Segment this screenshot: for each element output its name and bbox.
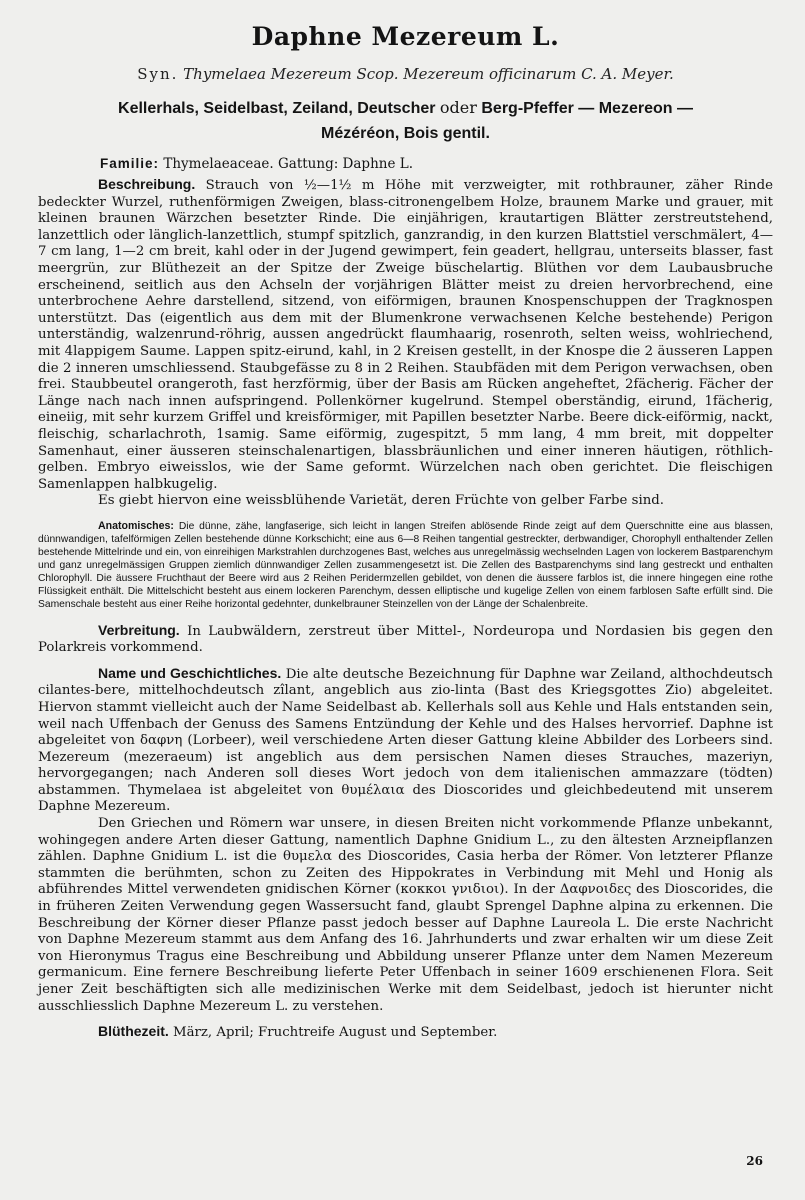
name-paragraph-1: Die alte deutsche Bezeichnung für Daphne war Zeiland, althochdeutsch cilantes-bere, mittelhochdeutsch zîlant, angeblich aus zio-linta (Bast des Kriegsgottes Zio) abgeleitet. Hiervon stammt vielleicht auch der Name Seidelbast ab. Kellerhals soll aus Kehle und Hals entstanden sein, weil nach Uffenbach der Genuss des Samens Entzündung der Kehle und des Halses hervorrief. Daphne ist abgeleitet von δαφνη (Lorbeer), weil verschiedene Arten dieser Gattung kleine Abbilder des Lorbeers sind. Mezereum (mezeraeum) ist angeblich aus dem persischen Namen dieses Strauches, mazeriyn, hervorgegangen; nach Anderen soll dieses Wort jedoch von dem italienischen ammazzare (tödten) abstammen. Thymelaea ist abgeleitet von θυμέλαια des Dioscorides und gleichbedeutend mit unserem Daphne Mezereum. xyxy=(38,666,773,815)
common-names-oder: oder xyxy=(439,98,477,117)
page-number: 26 xyxy=(746,1154,763,1168)
familie-value: Thymelaeaceae. Gattung: Daphne L. xyxy=(163,156,413,172)
verbreitung-text: In Laubwäldern, zerstreut über Mittel-, Nordeuropa und Nordasien bis gegen den Polarkreis vorkommend. xyxy=(38,623,774,656)
bluethezeit-text: März, April; Fruchtreife August und September. xyxy=(173,1025,498,1041)
familie-label: Familie: xyxy=(100,156,160,171)
bluethezeit-section xyxy=(38,1023,773,1042)
beschreibung-extra: Es giebt hiervon eine weissblühende Varietät, deren Früchte von gelber Farbe sind. xyxy=(98,493,665,509)
anatomisches-section xyxy=(38,520,773,612)
page-title: Daphne Mezereum L. xyxy=(251,22,560,51)
beschreibung-section xyxy=(38,176,773,510)
beschreibung-text: Strauch von ½—1½ m Höhe mit verzweigter, mit rothbrauner, zäher Rinde bedeckter Wurzel, ruthenförmigen Zweigen, blass-citronengelbem Holze, braunem Marke und grauer, mit kleinen braunen Wärzchen besetzter Rinde. Die einjährigen, krautartigen Blätter zerstreutstehend, lanzettlich oder länglich-lanzettlich, stumpf spitzlich, ganzrandig, in den kurzen Blattstiel verschmälert, 4—7 cm lang, 1—2 cm breit, kahl oder in der Jugend gewimpert, fein geadert, hellgrau, unterseits blasser, fast meergrün, zur Blüthezeit an der Spitze der Zweige büschelartig. Blüthen vor dem Laubausbruche erscheinend, seitlich aus den Achseln der vorjährigen Blätter meist zu dreien hervorbrechend, eine unterbrochene Aehre darstellend, sitzend, von eiförmigen, braunen Knospenschuppen der Tragknospen unterstützt. Das (eigentlich aus dem mit der Blumenkrone verwachsenen Kelche bestehende) Perigon unterständig, walzenrund-röhrig, aussen angedrückt flaumhaarig, rosenroth, selten weiss, wohlriechend, mit 4lappigem Saume. Lappen spitz-eirund, kahl, in 2 Kreisen gestellt, in der Knospe die 2 äusseren Lappen die 2 inneren umschliessend. Staubgefässe zu 8 in 2 Reihen. Staubfäden mit dem Perigon verwachsen, oben frei. Staubbeutel orangeroth, fast herzförmig, über der Basis am Rücken angeheftet, 2fächerig. Fächer der Länge nach nach innen aufspringend. Pollenkörner kugelrund. Stempel oberständig, eirund, 1fächerig, eineiig, mit sehr kurzem Griffel und kreisförmiger, mit Papillen besetzter Narbe. Beere dick-eiförmig, nackt, fleischig, scharlachroth, 1samig. Same eiförmig, zugespitzt, 5 mm lang, 4 mm breit, mit doppelter Samenhaut, einer äusseren steinschalenartigen, blassbräunlichen und einer inneren häutigen, röthlich-gelben. Embryo eiweisslos, wie der Same geformt. Würzelchen nach oben gerichtet. Die fleischigen Samenlappen halbkugelig. xyxy=(38,178,773,492)
synonyms-label: Syn. xyxy=(137,65,179,83)
common-names-part2: Berg-Pfeffer — Mezereon — xyxy=(481,100,693,117)
bluethezeit-heading: Blüthezeit. xyxy=(98,1023,169,1040)
common-names-line2: Mézéréon, Bois gentil. xyxy=(321,125,490,142)
synonyms-text: Thymelaea Mezereum Scop. Mezereum officinarum C. A. Meyer. xyxy=(183,65,674,83)
name-heading: Name und Geschichtliches. xyxy=(98,664,282,681)
anatomisches-text: Die dünne, zähe, langfaserige, sich leicht in langen Streifen ablösende Rinde zeigt auf dem Querschnitte eine aus blassen, dünnwandigen, tafelförmigen Zellen bestehende dünne Korkschicht; eine aus 6—8 Reihen tangential gestreckter, derbwandiger, Chorophyll enthaltender Zellen bestehende Mittelrinde und ein, von einreihigen Markstrahlen durchzogenes Bast, welches aus unregelmässig wechselnden Lagen von lockerem Bastparenchym und ganz unregelmässigen Gruppen ziemlich dünnwandiger Zellen zusammengesetzt ist. Die Zellen des Bastparenchyms sind lang gestreckt und enthalten Chlorophyll. Die äussere Fruchthaut der Beere wird aus 2 Reihen Peridermzellen gebildet, von denen die äussere farblos ist, die innere hingegen eine rothe Flüssigkeit enthält. Die Mittelschicht besteht aus einem lockeren Parenchym, dessen elliptische und kugelige Zellen von einem farblosen Safte erfüllt sind. Die Samenschale besteht aus einer Reihe horizontal gedehnter, dunkelbrauner Steinzellen von der Länge der Schalenbreite. xyxy=(38,520,773,611)
common-names xyxy=(38,95,773,146)
verbreitung-heading: Verbreitung. xyxy=(98,621,180,638)
synonyms-line xyxy=(38,65,773,83)
beschreibung-heading: Beschreibung. xyxy=(98,176,196,192)
verbreitung-section xyxy=(38,622,773,657)
anatomisches-heading: Anatomisches: xyxy=(98,519,174,532)
familie-line xyxy=(100,156,773,172)
name-paragraph-2: Den Griechen und Römern war unsere, in diesen Breiten nicht vorkommende Pflanze unbekannt, wohingegen andere Arten dieser Gattung, namentlich Daphne Gnidium L., zu den ältesten Arzneipflanzen zählen. Daphne Gnidium L. ist die θυμελα des Dioscorides, Casia herba der Römer. Von letzterer Pflanze stammten die berühmten, schon zu Zeiten des Hippokrates in Verbindung mit Mehl und Honig als abführendes Mittel verwendeten gnidischen Körner (κοκκοι γνιδιοι). In der Δαφνοιδες des Dioscorides, die in früheren Zeiten Verwendung gegen Wassersucht fand, glaubt Sprengel Daphne alpina zu erkennen. Die Beschreibung der Körner dieser Pflanze passt jedoch besser auf Daphne Laureola L. Die erste Nachricht von Daphne Mezereum stammt aus dem Anfang des 16. Jahrhunderts und zwar erhalten wir um diese Zeit von Hieronymus Tragus eine Beschreibung und Abbildung unserer Pflanze unter dem Namen Mezereum germanicum. Eine fernere Beschreibung lieferte Peter Uffenbach in seiner 1609 erschienenen Flora. Seit jener Zeit beschäftigten sich alle medizinischen Werke mit dem Seidelbast, jedoch ist hierunter nicht ausschliesslich Daphne Mezereum L. zu verstehen. xyxy=(38,816,773,1014)
common-names-part1: Kellerhals, Seidelbast, Zeiland, Deutscher xyxy=(118,100,436,117)
name-section xyxy=(38,665,773,1015)
